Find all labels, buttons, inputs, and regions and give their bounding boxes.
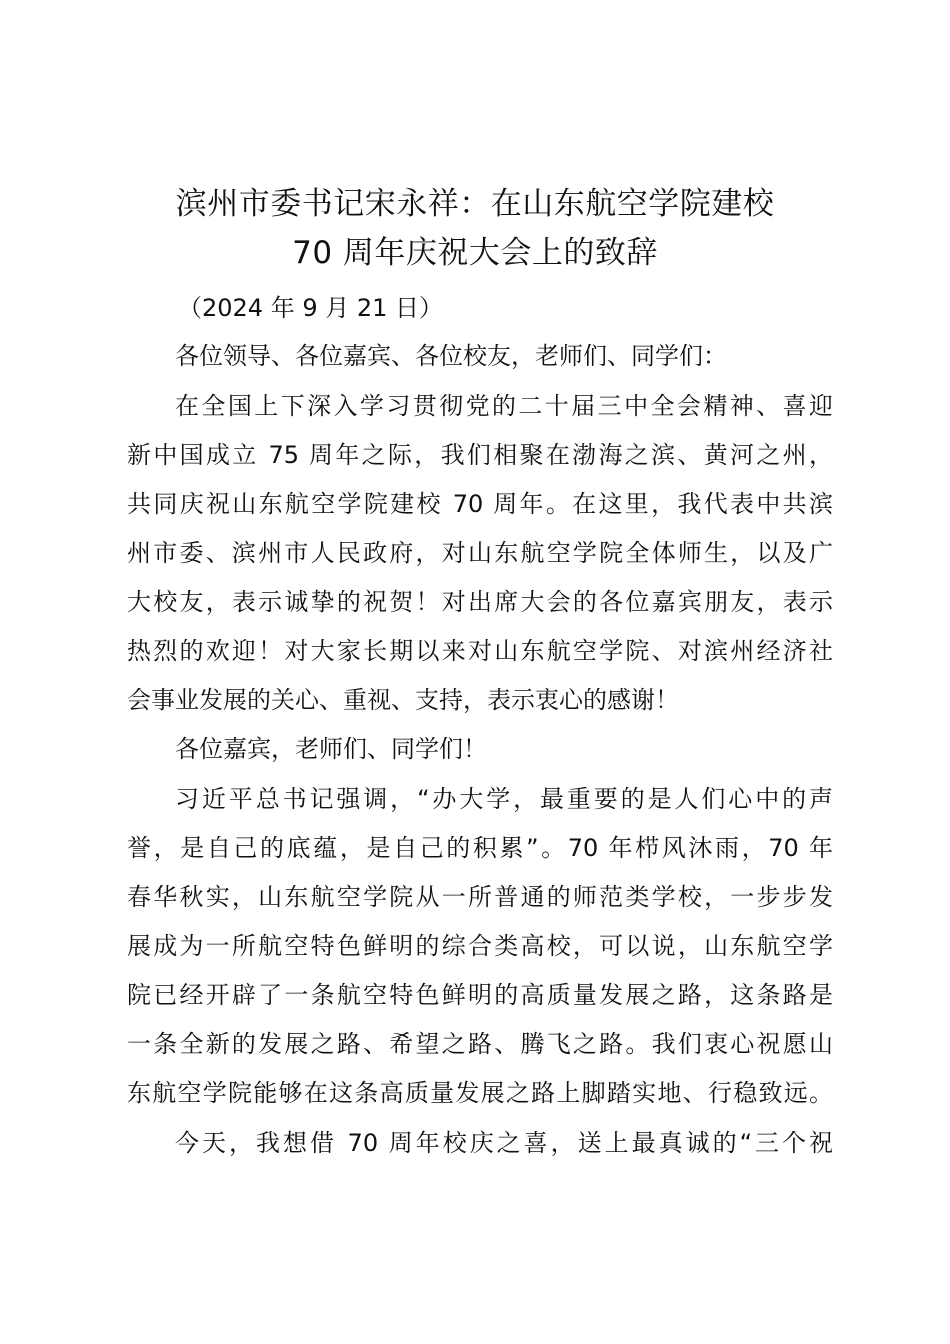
paragraph-line: 会事业发展的关心、重视、支持，表示衷心的感谢！: [127, 686, 679, 714]
paragraph-line: 在全国上下深入学习贯彻党的二十届三中全会精神、喜迎: [175, 392, 833, 420]
paragraph-line: 习近平总书记强调，“办大学，最重要的是人们心中的声: [175, 785, 833, 813]
paragraph-line: 院已经开辟了一条航空特色鲜明的高质量发展之路，这条路是: [127, 981, 833, 1009]
paragraph-line: 大校友，表示诚挚的祝贺！对出席大会的各位嘉宾朋友，表示: [127, 588, 833, 616]
paragraph-line: 共同庆祝山东航空学院建校 70 周年。在这里，我代表中共滨: [127, 490, 833, 518]
paragraph-line: 新中国成立 75 周年之际，我们相聚在渤海之滨、黄河之州，: [127, 441, 833, 469]
speech-date: （2024 年 9 月 21 日）: [178, 294, 444, 322]
paragraph-line: 热烈的欢迎！对大家长期以来对山东航空学院、对滨州经济社: [127, 637, 833, 665]
paragraph-line: 今天，我想借 70 周年校庆之喜，送上最真诚的“三个祝: [175, 1129, 833, 1157]
paragraph-line: 州市委、滨州市人民政府，对山东航空学院全体师生，以及广: [127, 539, 833, 567]
salutation: 各位领导、各位嘉宾、各位校友，老师们、同学们：: [175, 342, 727, 370]
salutation: 各位嘉宾，老师们、同学们！: [175, 735, 487, 763]
paragraph-line: 誉，是自己的底蕴，是自己的积累”。70 年栉风沐雨，70 年: [127, 834, 833, 862]
document-title: [110, 180, 840, 278]
title-line-1: 滨州市委书记宋永祥：在山东航空学院建校: [175, 186, 775, 222]
paragraph-line: 展成为一所航空特色鲜明的综合类高校，可以说，山东航空学: [127, 932, 833, 960]
title-line-2: 70 周年庆祝大会上的致辞: [292, 235, 658, 271]
paragraph-line: 一条全新的发展之路、希望之路、腾飞之路。我们衷心祝愿山: [127, 1030, 833, 1058]
paragraph-line: 春华秋实，山东航空学院从一所普通的师范类学校，一步步发: [127, 883, 833, 911]
paragraph-line: 东航空学院能够在这条高质量发展之路上脚踏实地、行稳致远。: [127, 1079, 833, 1107]
